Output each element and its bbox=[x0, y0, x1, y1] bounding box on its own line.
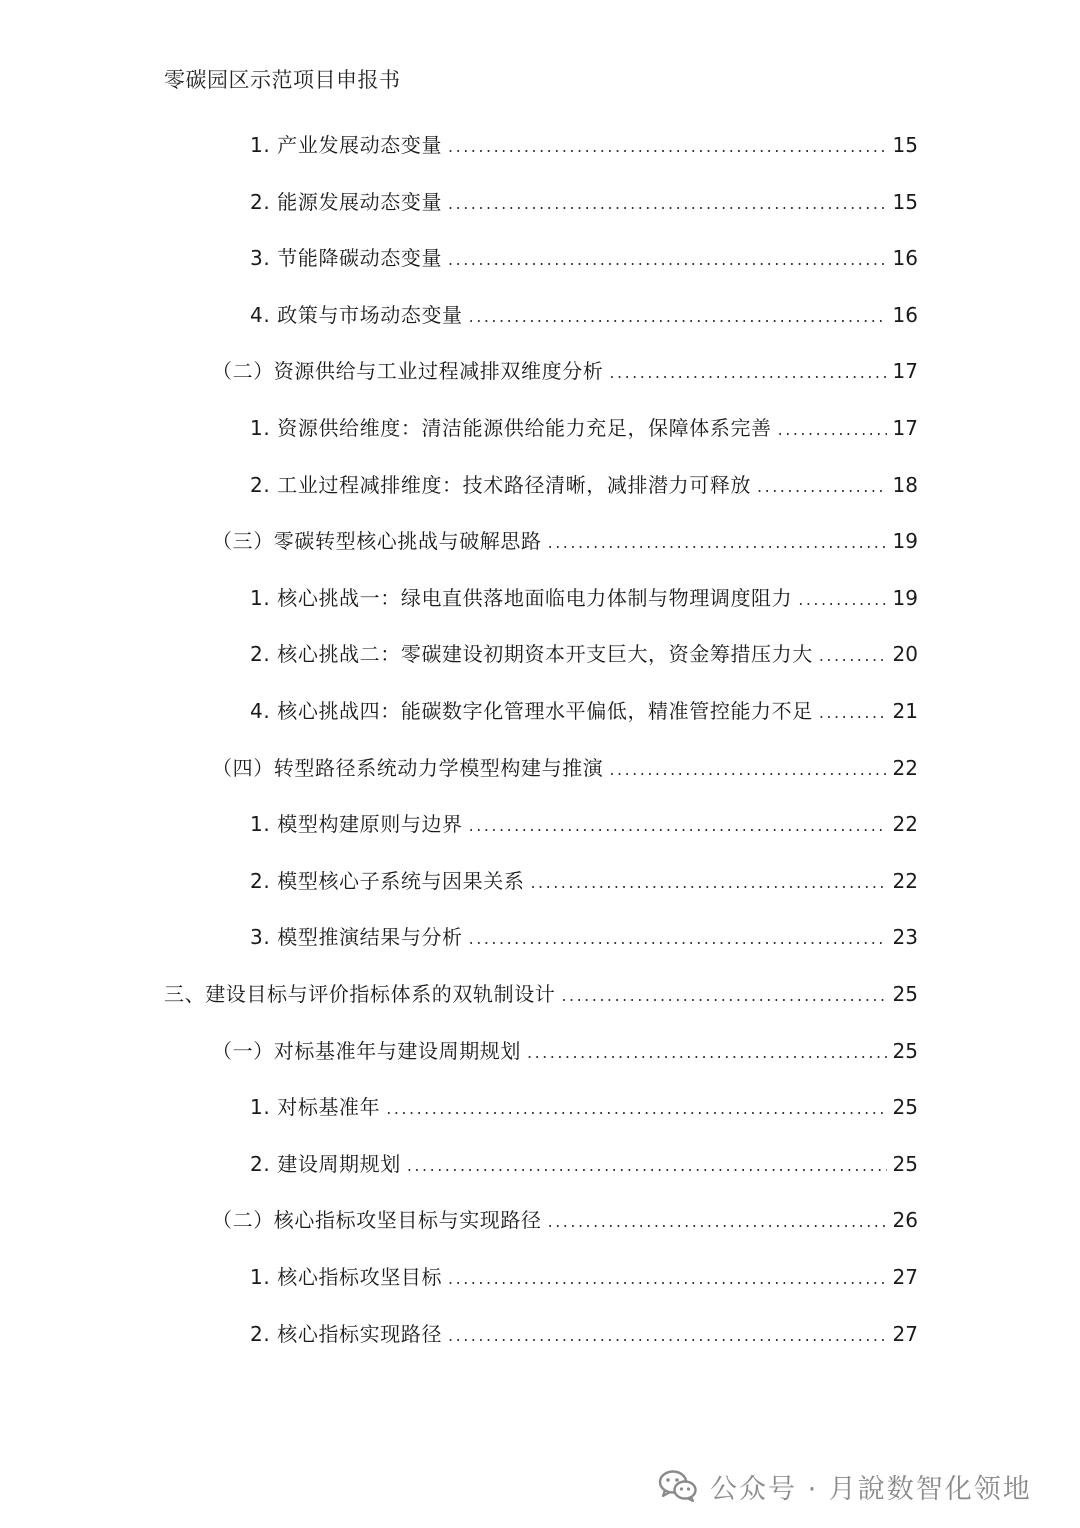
toc-dot-leader bbox=[609, 757, 886, 783]
toc-dot-leader bbox=[757, 474, 887, 500]
toc-entry[interactable] bbox=[212, 1038, 918, 1066]
toc-entry-title: （一）对标基准年与建设周期规划 bbox=[212, 1039, 521, 1063]
toc-entry[interactable] bbox=[250, 641, 918, 669]
toc-entry-title: 2. 工业过程减排维度：技术路径清晰，减排潜力可释放 bbox=[250, 473, 752, 497]
toc-page-number: 26 bbox=[892, 1208, 918, 1232]
toc-entry[interactable] bbox=[250, 1094, 918, 1122]
toc-dot-leader bbox=[469, 926, 887, 952]
toc-entry[interactable] bbox=[212, 755, 918, 783]
toc-page-number: 20 bbox=[892, 642, 918, 666]
toc-entry-title: 2. 能源发展动态变量 bbox=[250, 190, 443, 214]
toc-dot-leader bbox=[448, 1323, 887, 1349]
toc-entry-title: 1. 模型构建原则与边界 bbox=[250, 812, 463, 836]
toc-dot-leader bbox=[778, 417, 887, 443]
toc-entry-title: （二）资源供给与工业过程减排双维度分析 bbox=[212, 359, 604, 383]
toc-dot-leader bbox=[548, 1209, 887, 1235]
toc-entry[interactable] bbox=[250, 585, 918, 613]
toc-dot-leader bbox=[819, 643, 887, 669]
watermark bbox=[658, 1464, 1032, 1508]
toc-dot-leader bbox=[548, 530, 887, 556]
toc-page-number: 17 bbox=[892, 416, 918, 440]
toc-entry[interactable] bbox=[212, 1207, 918, 1235]
toc-page-number: 25 bbox=[892, 1039, 918, 1063]
toc-entry-title: 3. 节能降碳动态变量 bbox=[250, 246, 443, 270]
toc-entry-title: 1. 产业发展动态变量 bbox=[250, 133, 443, 157]
toc-dot-leader bbox=[527, 1040, 887, 1066]
toc-dot-leader bbox=[798, 587, 886, 613]
toc-dot-leader bbox=[561, 983, 886, 1009]
toc-dot-leader bbox=[448, 247, 887, 273]
toc-entry[interactable] bbox=[250, 1321, 918, 1349]
toc-page-number: 18 bbox=[892, 473, 918, 497]
toc-page-number: 23 bbox=[892, 925, 918, 949]
wechat-icon bbox=[658, 1469, 698, 1503]
toc-entry-title: 2. 核心挑战二：零碳建设初期资本开支巨大，资金筹措压力大 bbox=[250, 642, 813, 666]
toc-entry-title: 1. 核心挑战一：绿电直供落地面临电力体制与物理调度阻力 bbox=[250, 586, 793, 610]
toc-entry[interactable] bbox=[250, 245, 918, 273]
toc-dot-leader bbox=[530, 870, 886, 896]
toc-entry[interactable] bbox=[212, 358, 918, 386]
toc-entry[interactable] bbox=[212, 528, 918, 556]
toc-dot-leader bbox=[469, 813, 887, 839]
toc-entry-title: 3. 模型推演结果与分析 bbox=[250, 925, 463, 949]
toc-dot-leader bbox=[469, 304, 887, 330]
toc-page-number: 15 bbox=[892, 190, 918, 214]
toc-dot-leader bbox=[407, 1153, 887, 1179]
toc-page-number: 22 bbox=[892, 756, 918, 780]
toc-entry[interactable] bbox=[250, 698, 918, 726]
toc-entry-title: 2. 模型核心子系统与因果关系 bbox=[250, 869, 525, 893]
toc-entry-title: 4. 核心挑战四：能碳数字化管理水平偏低，精准管控能力不足 bbox=[250, 699, 813, 723]
toc-entry-title: 三、建设目标与评价指标体系的双轨制设计 bbox=[164, 982, 556, 1006]
toc-dot-leader bbox=[448, 134, 887, 160]
toc-page-number: 16 bbox=[892, 303, 918, 327]
watermark-text: 公众号 · 月說数智化领地 bbox=[710, 1473, 1032, 1505]
toc-entry[interactable] bbox=[250, 189, 918, 217]
toc-page-number: 17 bbox=[892, 359, 918, 383]
toc-page-number: 22 bbox=[892, 812, 918, 836]
toc-entry[interactable] bbox=[164, 981, 918, 1009]
toc-page-number: 27 bbox=[892, 1322, 918, 1346]
toc-dot-leader bbox=[448, 191, 887, 217]
toc-entry[interactable] bbox=[250, 302, 918, 330]
toc-entry[interactable] bbox=[250, 472, 918, 500]
toc-entry[interactable] bbox=[250, 415, 918, 443]
toc-page-number: 16 bbox=[892, 246, 918, 270]
toc-page-number: 19 bbox=[892, 529, 918, 553]
toc-dot-leader bbox=[448, 1266, 887, 1292]
toc-page-number: 15 bbox=[892, 133, 918, 157]
toc-page-number: 25 bbox=[892, 1152, 918, 1176]
toc-dot-leader bbox=[386, 1096, 886, 1122]
toc-entry-title: 1. 资源供给维度：清洁能源供给能力充足，保障体系完善 bbox=[250, 416, 772, 440]
toc-entry-title: 1. 对标基准年 bbox=[250, 1095, 381, 1119]
toc-page-number: 19 bbox=[892, 586, 918, 610]
toc-entry[interactable] bbox=[250, 132, 918, 160]
toc-entry-title: （三）零碳转型核心挑战与破解思路 bbox=[212, 529, 542, 553]
toc-page-number: 22 bbox=[892, 869, 918, 893]
toc-entry-title: 4. 政策与市场动态变量 bbox=[250, 303, 463, 327]
toc-entry[interactable] bbox=[250, 811, 918, 839]
toc-page-number: 25 bbox=[892, 982, 918, 1006]
document-header-title: 零碳园区示范项目申报书 bbox=[164, 68, 401, 92]
toc-dot-leader bbox=[609, 360, 886, 386]
toc-page-number: 21 bbox=[892, 699, 918, 723]
toc-entry-title: 1. 核心指标攻坚目标 bbox=[250, 1265, 443, 1289]
toc-entry[interactable] bbox=[250, 868, 918, 896]
toc-entry-title: （二）核心指标攻坚目标与实现路径 bbox=[212, 1208, 542, 1232]
toc-entry-title: 2. 建设周期规划 bbox=[250, 1152, 401, 1176]
toc-entry[interactable] bbox=[250, 1264, 918, 1292]
toc-entry[interactable] bbox=[250, 924, 918, 952]
toc-dot-leader bbox=[819, 700, 887, 726]
toc-entry-title: （四）转型路径系统动力学模型构建与推演 bbox=[212, 756, 604, 780]
toc-entry[interactable] bbox=[250, 1151, 918, 1179]
toc-entry-title: 2. 核心指标实现路径 bbox=[250, 1322, 443, 1346]
toc-page-number: 27 bbox=[892, 1265, 918, 1289]
toc-page-number: 25 bbox=[892, 1095, 918, 1119]
